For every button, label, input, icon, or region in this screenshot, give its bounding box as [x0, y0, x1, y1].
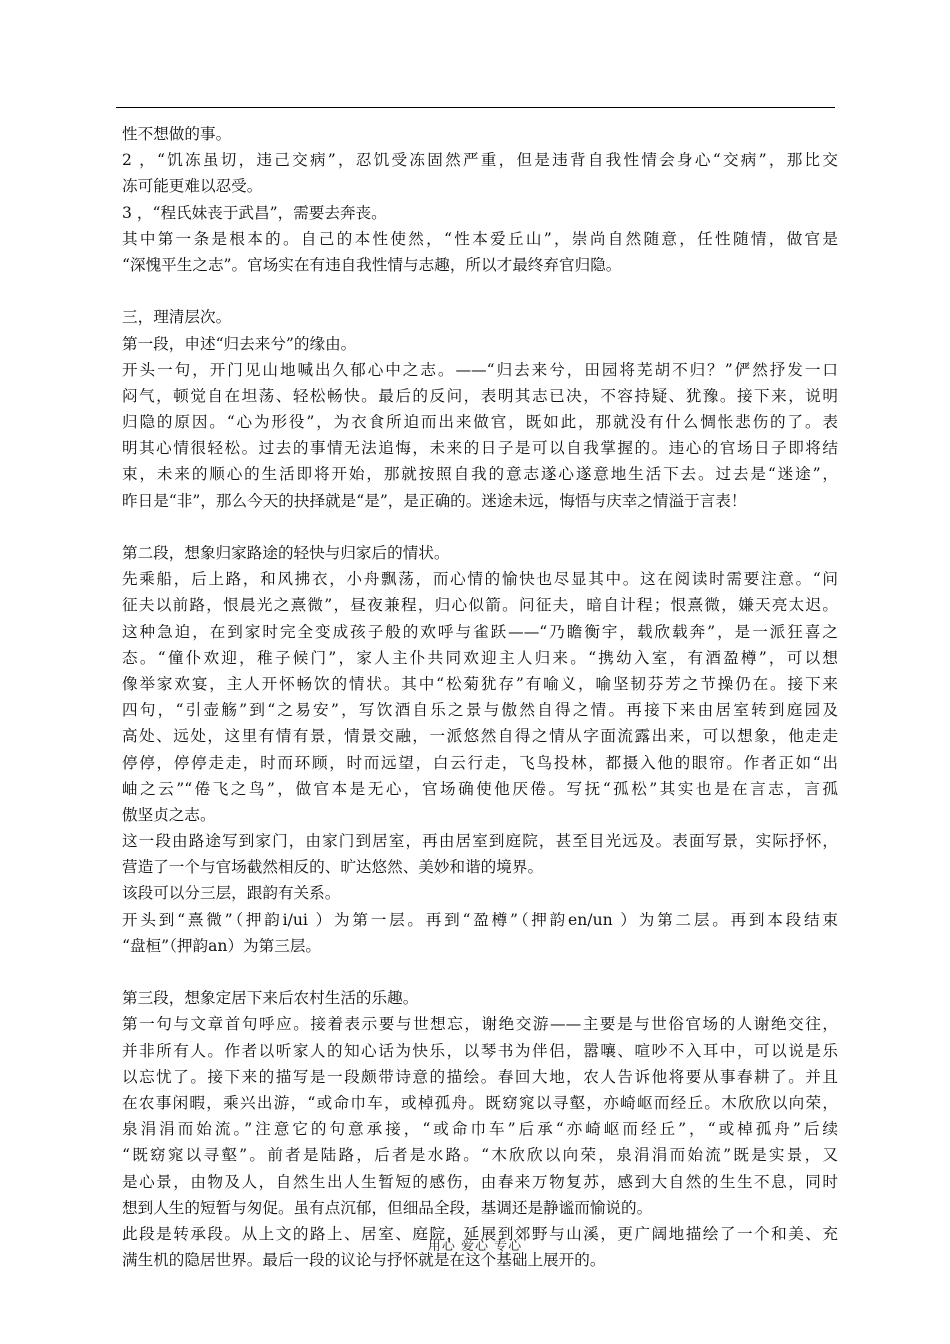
text-line: 闷气，顿觉自在坦荡、轻松畅快。最后的反问，表明其志已决，不容持疑、犹豫。接下来，说明: [122, 386, 838, 405]
paragraph: [122, 985, 838, 1011]
text-line: 是心景，由物及人，自然生出人生暂短的感伤，由春来万物复苏，感到大自然的生生不息，同时: [122, 1172, 838, 1191]
paragraph: [122, 304, 838, 330]
text-line: 四句，“引壶觞”到“之易安”，写饮酒自乐之景与傲然自得之情。再接下来由居室转到庭园及: [122, 701, 838, 720]
text-line: 2 ，“饥冻虽切，违己交病”，忍饥受冻固然严重，但是违背自我性情会身心“交病”，那比交: [122, 151, 838, 170]
paragraph: [122, 1011, 838, 1221]
document-body: [122, 121, 838, 1273]
text-line: 该段可以分三层，跟韵有关系。: [122, 884, 341, 903]
text-line: 态。“僮仆欢迎，稚子候门”，家人主仆共同欢迎主人归来。“携幼入室，有酒盈樽”，可以想: [122, 648, 838, 667]
text-line: 其中第一条是根本的。自己的本性使然，“性本爱丘山”，崇尚自然随意，任性随情，做官是: [122, 229, 838, 248]
text-line: 这种急迫，在到家时完全变成孩子般的欢呼与雀跃——“乃瞻衡宇，载欣载奔”，是一派狂喜之: [122, 622, 838, 641]
text-line: “深愧平生之志”。官场实在有违自我性情与志趣，所以才最终弃官归隐。: [122, 255, 622, 274]
blank-line: [122, 514, 838, 540]
paragraph: [122, 880, 838, 906]
paragraph: [122, 540, 838, 566]
text-line: 像举家欢宴，主人开怀畅饮的情状。其中“松菊犹存”有喻义，喻坚韧芬芳之节操仍在。接下来: [122, 674, 838, 693]
text-line: “既窈窕以寻壑”。前者是陆路，后者是水路。“木欣欣以向荣，泉涓涓而始流”既是实景，又: [122, 1146, 838, 1165]
text-line: 以忘忧了。接下来的描写是一段颇带诗意的描绘。春回大地，农人告诉他将要从事春耕了。并且: [122, 1067, 838, 1086]
text-line: 征夫以前路，恨晨光之熹微”，昼夜兼程，归心似箭。问征夫，暗自计程；恨熹微，嫌天亮太迟。: [122, 596, 838, 615]
paragraph: [122, 331, 838, 357]
text-line: 明其心情很轻松。过去的事情无法追悔，未来的日子是可以自我掌握的。违心的官场日子即将结: [122, 439, 838, 458]
text-line: “盘桓”（押韵an）为第三层。: [122, 936, 322, 955]
blank-line: [122, 959, 838, 985]
text-line: 傲坚贞之志。: [122, 805, 216, 824]
text-line: 高处、远处，这里有情有景，情景交融，一派悠然自得之情从字面流露出来，可以想象，他走走: [122, 727, 838, 746]
text-line: 想到人生的短暂与匆促。虽有点沉郁，但细品全段，基调还是静谧而愉说的。: [122, 1198, 653, 1217]
text-line: 性不想做的事。: [122, 125, 232, 143]
text-line: 第一句与文章首句呼应。接着表示要与世想忘，谢绝交游——主要是与世俗官场的人谢绝交往，: [122, 1015, 838, 1034]
text-line: 这一段由路途写到家门，由家门到居室，再由居室到庭院，甚至目光远及。表面写景，实际抒怀，: [122, 832, 838, 851]
text-line: 营造了一个与官场截然相反的、旷达悠然、美妙和谐的境界。: [122, 858, 544, 877]
paragraph: [122, 226, 838, 278]
text-line: 第二段，想象归家路途的轻快与归家后的情状。: [122, 544, 450, 562]
blank-line: [122, 278, 838, 304]
page-footer: 用心 爱心 专心: [427, 1239, 523, 1254]
text-line: 泉涓涓而始流。”注意它的句意承接，“或命巾车”后承“亦崎岖而经丘”，“或棹孤舟”后续: [122, 1120, 838, 1139]
paragraph: [122, 121, 838, 147]
text-line: 归隐的原因。“心为形役”，为衣食所迫而出来做官，既如此，那就没有什么惆怅悲伤的了。表: [122, 413, 838, 432]
text-line: 束，未来的顺心的生活即将开始，那就按照自我的意志遂心遂意地生活下去。过去是“迷途”，: [122, 465, 838, 484]
text-line: 此段是转承段。从上文的路上、居室、庭院，延展到郊野与山溪，更广阔地描绘了一个和美、充: [122, 1224, 838, 1243]
text-line: 3 ，“程氏妹丧于武昌”，需要去奔丧。: [122, 203, 387, 222]
paragraph: [122, 357, 838, 514]
text-line: 满生机的隐居世界。最后一段的议论与抒怀就是在这个基础上展开的。: [122, 1251, 606, 1270]
paragraph: [122, 566, 838, 828]
text-line: 在农事闲暇，乘兴出游，“或命巾车，或棹孤舟。既窈窕以寻壑，亦崎岖而经丘。木欣欣以向荣，: [122, 1093, 838, 1112]
text-line: 第一段，申述“归去来兮”的缘由。: [122, 334, 357, 353]
text-line: 并非所有人。作者以听家人的知心话为快乐，以琴书为伴侣，嚣嚷、喧吵不入耳中，可以说是乐: [122, 1041, 838, 1060]
header-rule: [116, 107, 835, 108]
paragraph: [122, 907, 838, 959]
paragraph: [122, 828, 838, 880]
text-line: 昨日是“非”，那么今天的抉择就是“是”，是正确的。迷途未远，悔悟与庆幸之情溢于言表！: [122, 491, 747, 510]
text-line: 开头一句，开门见山地喊出久郁心中之志。——“归去来兮，田园将芜胡不归？”俨然抒发一口: [122, 360, 838, 379]
text-line: 开头到“熹微”（押韵i/ui ）为第一层。再到“盈樽”（押韵en/un ）为第二层。再到本段结束: [122, 910, 838, 929]
text-line: 停停，停停走走，时而环顾，时而远望，白云行走，飞鸟投林，都摄入他的眼帘。作者正如“出: [122, 753, 838, 772]
paragraph: [122, 147, 838, 199]
text-line: 三，理清层次。: [122, 308, 232, 327]
text-line: 冻可能更难以忍受。: [122, 177, 263, 196]
text-line: 先乘船，后上路，和风拂衣，小舟飘荡，而心情的愉快也尽显其中。这在阅读时需要注意。“问: [122, 570, 838, 589]
text-line: 第三段，想象定居下来后农村生活的乐趣。: [122, 989, 419, 1008]
text-line: 岫之云”“倦飞之鸟”，做官本是无心，官场确使他厌倦。写抚“孤松”其实也是在言志，言孤: [122, 779, 838, 798]
paragraph: [122, 200, 838, 226]
